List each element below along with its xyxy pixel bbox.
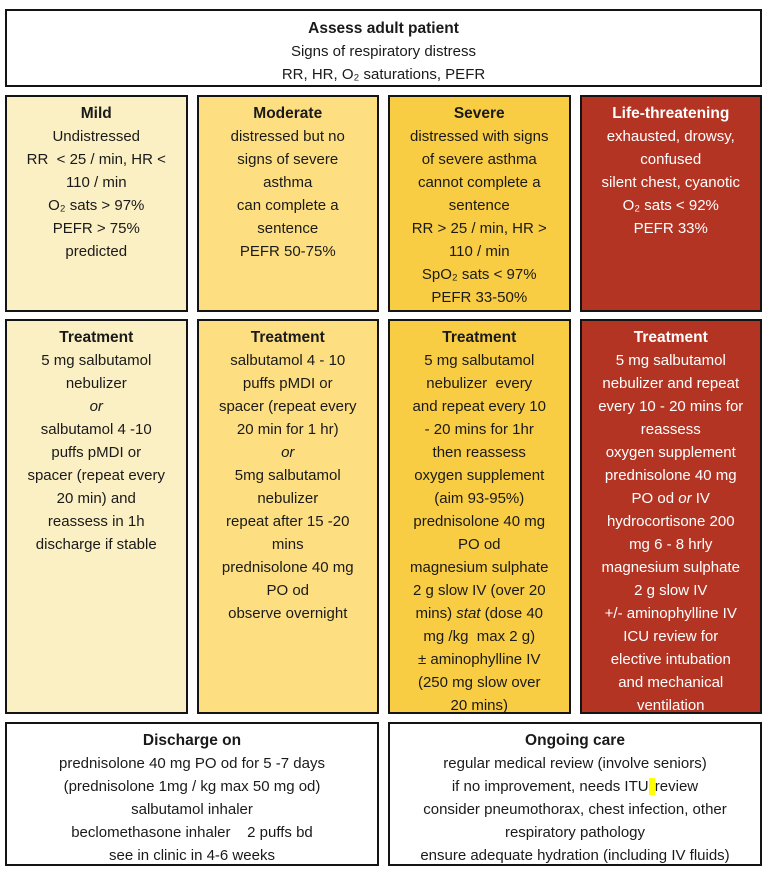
ongoing-care-title: Ongoing care (525, 732, 625, 749)
ongoing-care-box (388, 722, 762, 866)
severity-title-moderate: Moderate (253, 105, 323, 122)
severity-lines-life-threatening: exhausted, drowsy, confused silent chest, cyanotic O₂ sats < 92% PEFR 33% (601, 128, 740, 237)
discharge-lines: prednisolone 40 mg PO od for 5 -7 days (prednisolone 1mg / kg max 50 mg od) salbutamol inhaler beclomethasone inhaler 2 puffs bd see in clinic in 4-6 weeks (59, 755, 325, 864)
severity-box-severe (388, 95, 571, 312)
treatment-title-severe: Treatment (442, 329, 517, 346)
severity-treatment-grid (5, 95, 762, 714)
treatment-lines-severe: 5 mg salbutamol nebulizer every and repeat every 10 - 20 mins for 1hr then reassess oxygen supplement (aim 93-95%) prednisolone 40 mg PO od magnesium sulphate 2 g slow IV (over 20 mins) stat (dose 40 mg /kg max 2 g) ± aminophylline IV (250 mg slow over 20 mins) (410, 352, 549, 714)
discharge-title: Discharge on (142, 732, 242, 749)
assess-title: Assess adult patient (308, 20, 459, 37)
ongoing-care-lines: regular medical review (involve seniors) if no improvement, needs ITU review consider pneumothorax, chest infection, other respiratory pathology ensure adequate hydration (including IV fluids) (420, 755, 730, 864)
treatment-lines-moderate: salbutamol 4 - 10 puffs pMDI or spacer (repeat every 20 min for 1 hr) or 5mg salbutamol nebulizer repeat after 15 -20 mins prednisolone 40 mg PO od observe overnight (218, 352, 357, 622)
severity-lines-severe: distressed with signs of severe asthma cannot complete a sentence RR > 25 / min, HR > 110 / min SpO₂ sats < 97% PEFR 33-50% (410, 128, 549, 306)
severity-title-severe: Severe (453, 105, 505, 122)
severity-box-mild (5, 95, 188, 312)
treatment-box-severe (388, 319, 571, 714)
severity-title-mild: Mild (80, 105, 112, 122)
severity-lines-moderate: distressed but no signs of severe asthma can complete a sentence PEFR 50-75% (230, 128, 345, 260)
assess-patient-box (5, 9, 762, 87)
treatment-lines-life-threatening: 5 mg salbutamol nebulizer and repeat every 10 - 20 mins for reassess oxygen supplement prednisolone 40 mg PO od or IV hydrocortisone 200 mg 6 - 8 hrly magnesium sulphate 2 g slow IV +/- aminophylline IV ICU review for elective intubation and mechanical ventilation (598, 352, 744, 714)
treatment-box-moderate (197, 319, 380, 714)
treatment-title-mild: Treatment (59, 329, 134, 346)
assess-lines: Signs of respiratory distress RR, HR, O₂ saturations, PEFR (281, 43, 486, 83)
severity-lines-mild: Undistressed RR < 25 / min, HR < 110 / min O₂ sats > 97% PEFR > 75% predicted (26, 128, 166, 260)
discharge-box (5, 722, 379, 866)
treatment-lines-mild: 5 mg salbutamol nebulizer or salbutamol 4 -10 puffs pMDI or spacer (repeat every 20 min) and reassess in 1h discharge if stable (27, 352, 166, 553)
treatment-box-life-threatening (580, 319, 763, 714)
follow-up-grid (5, 722, 762, 866)
treatment-title-moderate: Treatment (250, 329, 325, 346)
treatment-box-mild (5, 319, 188, 714)
severity-box-life-threatening (580, 95, 763, 312)
treatment-title-life-threatening: Treatment (633, 329, 708, 346)
severity-title-life-threatening: Life-threatening (612, 105, 730, 122)
severity-box-moderate (197, 95, 380, 312)
